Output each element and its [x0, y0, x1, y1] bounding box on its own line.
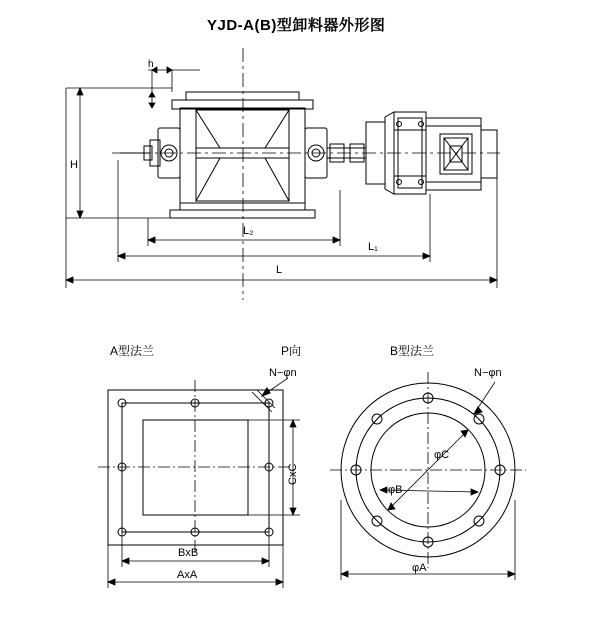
flange-a-drawing: [98, 378, 300, 588]
base-plate: [170, 203, 315, 218]
caption-flange-b: B型法兰: [390, 344, 435, 358]
dimension-label-h: h: [148, 59, 154, 70]
dimension-label-L1: L₁: [368, 241, 378, 253]
flange-b-hole-label: N−φn: [474, 367, 502, 379]
dimension-label-L: L: [276, 264, 283, 276]
flange-b-label-phiA: φA: [412, 562, 427, 574]
flange-b-drawing: [330, 372, 526, 580]
motor: [426, 118, 497, 190]
flange-a-label-BxB: BxB: [178, 547, 199, 559]
flange-a-hole-label: N−φn: [269, 367, 297, 379]
page-title: YJD-A(B)型卸料器外形图: [207, 17, 386, 34]
flange-a-label-AxA: AxA: [177, 569, 198, 581]
caption-flange-a: A型法兰: [110, 344, 155, 358]
flange-b-label-phiB: φB: [388, 484, 403, 496]
dimension-h: [148, 67, 200, 108]
dimension-label-L2: L₂: [243, 225, 254, 237]
dimension-label-H: H: [70, 159, 78, 171]
rotary-valve-body: [172, 92, 313, 203]
dimension-L1: [118, 160, 430, 262]
flange-b-label-phiC: φC: [434, 449, 450, 461]
caption-view-p: P向: [281, 344, 302, 358]
flange-a-label-CxC: CxC: [287, 463, 299, 485]
